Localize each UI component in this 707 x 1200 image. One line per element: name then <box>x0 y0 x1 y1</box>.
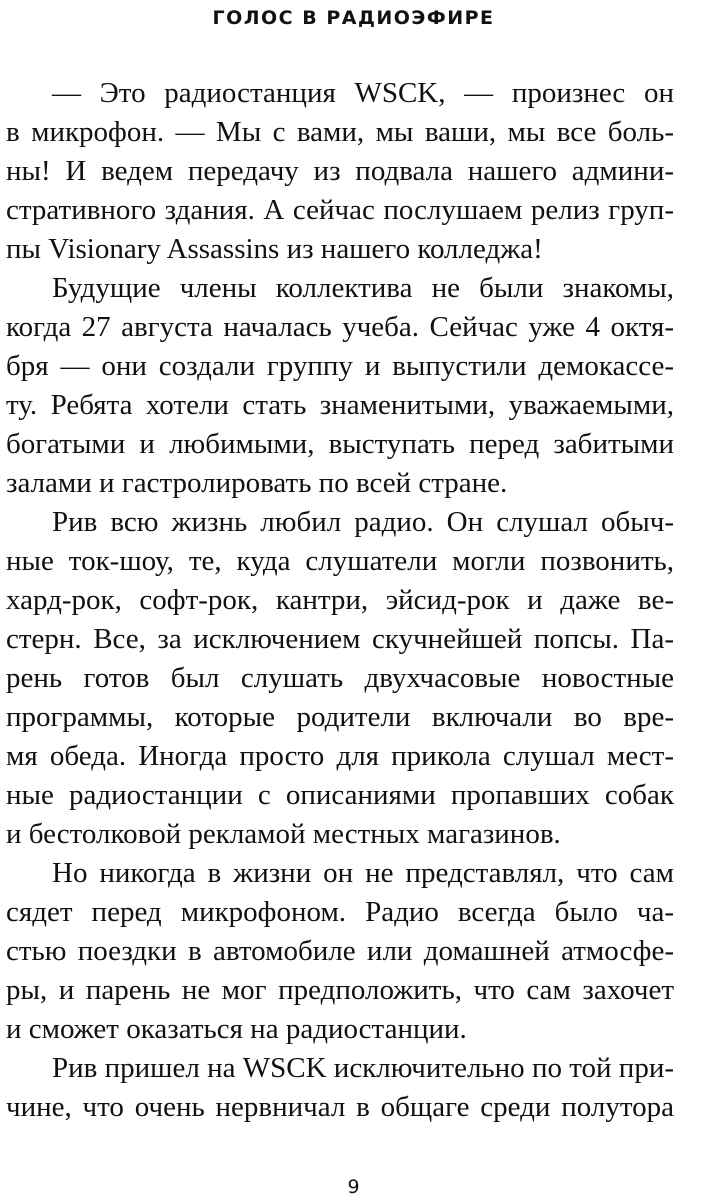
text-line: хард-рок, софт-рок, кантри, эйсид-рок и даже ве- <box>6 584 674 616</box>
text-line: и бестолковой рекламой местных магазинов. <box>6 818 561 850</box>
paragraph-1 <box>6 74 674 269</box>
text-line: чине, что очень нервничал в общаге среди полутора <box>6 1091 674 1123</box>
text-line: ные ток-шоу, те, куда слушатели могли позвонить, <box>6 545 674 577</box>
text-line: и сможет оказаться на радиостанции. <box>6 1013 467 1045</box>
text-line: сядет перед микрофоном. Радио всегда было ча- <box>6 896 674 928</box>
page-number: 9 <box>347 1176 360 1198</box>
text-line: Рив пришел на WSCK исключительно по той при- <box>52 1052 674 1084</box>
text-line: стерн. Все, за исключением скучнейшей попсы. Па- <box>6 623 674 655</box>
text-line: Но никогда в жизни он не представлял, что сам <box>52 857 674 889</box>
text-line: стью поездки в автомобиле или домашней атмосфе- <box>6 935 674 967</box>
text-line: пы Visionary Assassins из нашего колледжа! <box>6 233 543 265</box>
paragraph-2 <box>6 269 674 503</box>
text-line: Рив всю жизнь любил радио. Он слушал обыч- <box>52 506 674 538</box>
text-line: программы, которые родители включали во вре- <box>6 701 674 733</box>
text-line: ту. Ребята хотели стать знаменитыми, уважаемыми, <box>6 389 674 421</box>
text-line: когда 27 августа началась учеба. Сейчас уже 4 октя- <box>6 311 674 343</box>
text-line: бря — они создали группу и выпустили демокассе- <box>6 350 674 382</box>
paragraph-5 <box>6 1049 674 1127</box>
text-line: мя обеда. Иногда просто для прикола слушал мест- <box>6 740 674 772</box>
text-line: ры, и парень не мог предположить, что сам захочет <box>6 974 674 1006</box>
text-line: рень готов был слушать двухчасовые новостные <box>6 662 674 694</box>
text-line: в микрофон. — Мы с вами, мы ваши, мы все боль- <box>6 116 674 148</box>
text-line: стративного здания. А сейчас послушаем релиз груп- <box>6 194 674 226</box>
text-line: богатыми и любимыми, выступать перед забитыми <box>6 428 674 460</box>
running-title: ГОЛОС В РАДИОЭФИРЕ <box>212 7 495 29</box>
paragraph-4 <box>6 854 674 1049</box>
text-line: ны! И ведем передачу из подвала нашего админи- <box>6 155 674 187</box>
text-line: Будущие члены коллектива не были знакомы, <box>52 272 674 304</box>
paragraph-3 <box>6 503 674 854</box>
text-line: залами и гастролировать по всей стране. <box>6 467 508 499</box>
body-text <box>6 74 674 1127</box>
text-line: — Это радиостанция WSCK, — произнес он <box>52 77 674 109</box>
text-line: ные радиостанции с описаниями пропавших собак <box>6 779 674 811</box>
